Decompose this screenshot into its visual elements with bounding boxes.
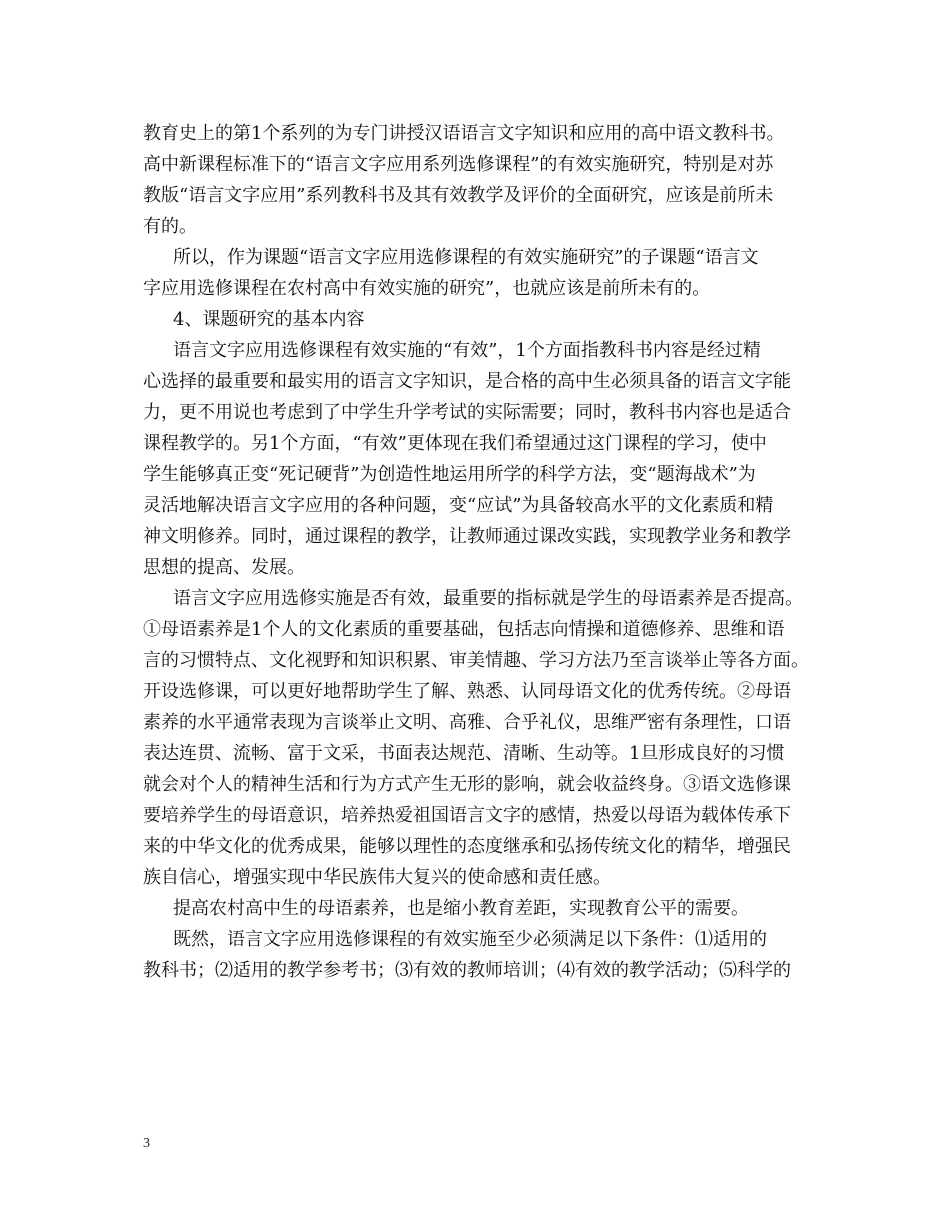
text-line: 教科书；⑵适用的教学参考书；⑶有效的教师培训；⑷有效的教学活动；⑸科学的 bbox=[143, 960, 791, 981]
text-line: 心选择的最重要和最实用的语言文字知识，是合格的高中生必须具备的语言文字能 bbox=[143, 371, 791, 392]
text-line: 教育史上的第1个系列的为专门讲授汉语语言文字知识和应用的高中语文教科书。 bbox=[143, 123, 785, 144]
text-line: 族自信心，增强实现中华民族伟大复兴的使命感和责任感。 bbox=[143, 867, 611, 888]
text-line: 有的。 bbox=[143, 216, 197, 237]
text-line: 神文明修养。同时，通过课程的教学，让教师通过课改实践，实现教学业务和教学 bbox=[143, 526, 791, 547]
text-line: 学生能够真正变“死记硬背”为创造性地运用所学的科学方法，变“题海战术”为 bbox=[143, 464, 756, 485]
text-line: 要培养学生的母语意识，培养热爱祖国语言文字的感情，热爱以母语为载体传承下 bbox=[143, 805, 791, 826]
text-line: 既然，语言文字应用选修课程的有效实施至少必须满足以下条件：⑴适用的 bbox=[173, 929, 767, 950]
text-line: 素养的水平通常表现为言谈举止文明、高雅、合乎礼仪，思维严密有条理性，口语 bbox=[143, 712, 791, 733]
text-line: 力，更不用说也考虑到了中学生升学考试的实际需要；同时，教科书内容也是适合 bbox=[143, 402, 791, 423]
text-line: 灵活地解决语言文字应用的各种问题，变“应试”为具备较高水平的文化素质和精 bbox=[143, 495, 774, 516]
text-line: 来的中华文化的优秀成果，能够以理性的态度继承和弘扬传统文化的精华，增强民 bbox=[143, 836, 791, 857]
text-line: 思想的提高、发展。 bbox=[143, 557, 305, 578]
text-line: 语言文字应用选修课程有效实施的“有效”，1个方面指教科书内容是经过精 bbox=[173, 340, 761, 361]
text-line: 字应用选修课程在农村高中有效实施的研究”，也就应该是前所未有的。 bbox=[143, 278, 711, 299]
text-line: 表达连贯、流畅、富于文采，书面表达规范、清晰、生动等。1旦形成良好的习惯 bbox=[143, 743, 785, 764]
page-number: 3 bbox=[143, 1136, 150, 1151]
text-line: 教版“语言文字应用”系列教科书及其有效教学及评价的全面研究，应该是前所未 bbox=[143, 185, 774, 206]
text-line: 高中新课程标准下的“语言文字应用系列选修课程”的有效实施研究，特别是对苏 bbox=[143, 154, 774, 175]
text-line: 开设选修课，可以更好地帮助学生了解、熟悉、认同母语文化的优秀传统。②母语 bbox=[143, 681, 791, 702]
text-line: 言的习惯特点、文化视野和知识积累、审美情趣、学习方法乃至言谈举止等各方面。 bbox=[143, 650, 809, 671]
text-line: 提高农村高中生的母语素养，也是缩小教育差距，实现教育公平的需要。 bbox=[173, 898, 749, 919]
section-heading: 4、课题研究的基本内容 bbox=[173, 309, 365, 330]
body-text bbox=[143, 118, 813, 986]
text-line: ①母语素养是1个人的文化素质的重要基础，包括志向情操和道德修养、思维和语 bbox=[143, 619, 785, 640]
text-line: 课程教学的。另1个方面，“有效”更体现在我们希望通过这门课程的学习，使中 bbox=[143, 433, 767, 454]
text-line: 就会对个人的精神生活和行为方式产生无形的影响，就会收益终身。③语文选修课 bbox=[143, 774, 791, 795]
text-line: 语言文字应用选修实施是否有效，最重要的指标就是学生的母语素养是否提高。 bbox=[173, 588, 803, 609]
text-line: 所以，作为课题“语言文字应用选修课程的有效实施研究”的子课题“语言文 bbox=[173, 247, 759, 268]
